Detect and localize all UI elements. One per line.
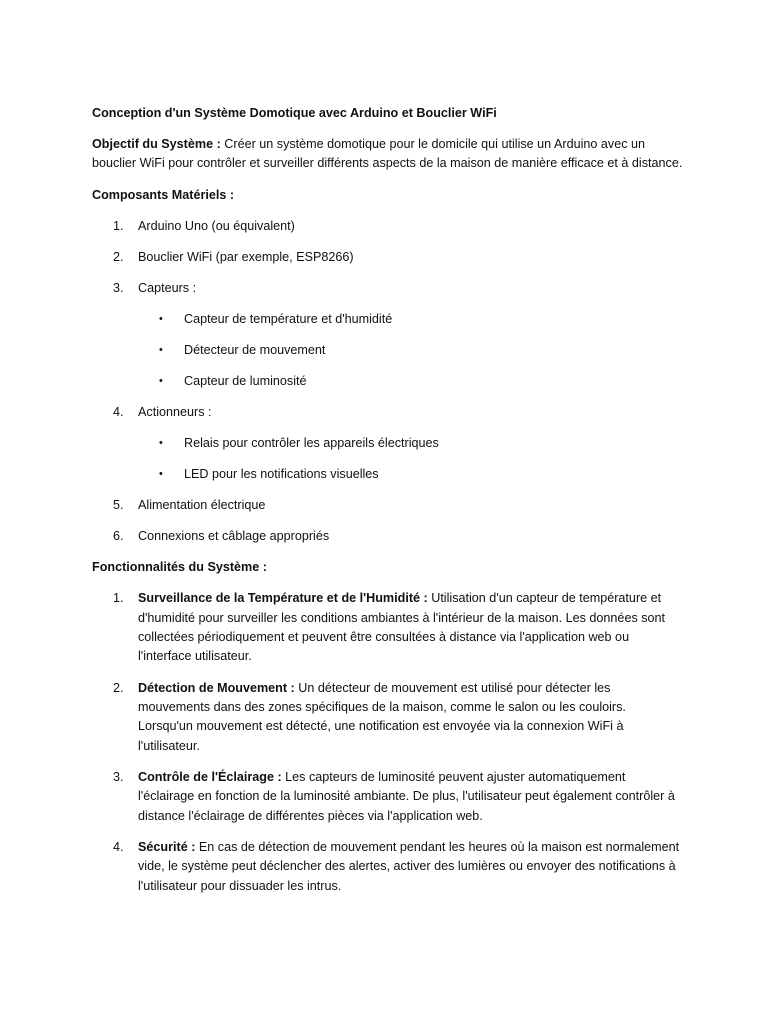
list-number: 5. bbox=[113, 497, 124, 512]
feature-text: Un détecteur de mouvement est utilisé pour détecter les mouvements dans des zones spécifiques de la maison, comme le salon ou les couloirs. Lorsqu'un mouvement est détecté, une notification est envoyée via la connexion WiFi à l'utilisateur. bbox=[138, 680, 626, 753]
features-list bbox=[92, 589, 684, 896]
list-item-text: Capteurs : bbox=[138, 280, 197, 295]
sublist-item bbox=[138, 434, 684, 453]
list-number: 1. bbox=[113, 218, 124, 233]
feature-item bbox=[92, 838, 684, 896]
bullet-icon: • bbox=[159, 374, 163, 387]
list-item bbox=[92, 527, 684, 546]
list-number: 2. bbox=[113, 249, 124, 264]
document-body bbox=[92, 104, 684, 896]
objective-label: Objectif du Système : bbox=[92, 137, 221, 151]
feature-item bbox=[92, 679, 684, 757]
list-item-text: Arduino Uno (ou équivalent) bbox=[138, 218, 295, 233]
feature-label: Surveillance de la Température et de l'Humidité : bbox=[138, 591, 428, 606]
list-number: 4. bbox=[113, 404, 124, 419]
list-number: 3. bbox=[113, 280, 124, 295]
sublist-item-text: Relais pour contrôler les appareils électriques bbox=[184, 435, 439, 450]
objective-text: Créer un système domotique pour le domicile qui utilise un Arduino avec un bouclier WiFi pour contrôler et surveiller différents aspects de la maison de manière efficace et à distance. bbox=[92, 137, 683, 171]
bullet-icon: • bbox=[159, 343, 163, 356]
list-item bbox=[92, 403, 684, 484]
feature-text: Utilisation d'un capteur de température et d'humidité pour surveiller les conditions ambiantes à l'intérieur de la maison. Les données sont collectées périodiquement et peuvent être consultées à distance via l'application web ou l'interface utilisateur. bbox=[138, 591, 666, 664]
sublist-item-text: Capteur de luminosité bbox=[184, 373, 307, 388]
feature-label: Contrôle de l'Éclairage : bbox=[138, 770, 282, 785]
list-item-text: Connexions et câblage appropriés bbox=[138, 528, 330, 543]
document-title: Conception d'un Système Domotique avec Arduino et Bouclier WiFi bbox=[92, 106, 497, 120]
list-item bbox=[92, 279, 684, 391]
list-number: 2. bbox=[113, 680, 124, 695]
feature-text: En cas de détection de mouvement pendant les heures où la maison est normalement vide, le système peut déclencher des alertes, activer des lumières ou envoyer des notifications à l'utilisateur pour dissuader les intrus. bbox=[138, 840, 680, 893]
actuators-sublist bbox=[138, 434, 684, 484]
sensors-sublist bbox=[138, 310, 684, 391]
list-number: 1. bbox=[113, 591, 124, 606]
feature-item bbox=[92, 589, 684, 667]
list-number: 4. bbox=[113, 840, 124, 855]
sublist-item bbox=[138, 372, 684, 391]
features-heading: Fonctionnalités du Système : bbox=[92, 560, 267, 575]
components-heading: Composants Matériels : bbox=[92, 187, 235, 202]
list-item-text: Actionneurs : bbox=[138, 404, 212, 419]
list-item bbox=[92, 248, 684, 267]
list-item bbox=[92, 217, 684, 236]
sublist-item-text: LED pour les notifications visuelles bbox=[184, 466, 379, 481]
bullet-icon: • bbox=[159, 312, 163, 325]
feature-label: Détection de Mouvement : bbox=[138, 680, 295, 695]
list-item bbox=[92, 496, 684, 515]
list-number: 3. bbox=[113, 770, 124, 785]
feature-text: Les capteurs de luminosité peuvent ajuster automatiquement l'éclairage en fonction de la luminosité ambiante. De plus, l'utilisateur peut également contrôler à distance l'éclairage de différentes pièces via l'application web. bbox=[138, 770, 675, 823]
bullet-icon: • bbox=[159, 467, 163, 480]
list-item-text: Alimentation électrique bbox=[138, 497, 266, 512]
list-item-text: Bouclier WiFi (par exemple, ESP8266) bbox=[138, 249, 354, 264]
list-number: 6. bbox=[113, 528, 124, 543]
feature-item bbox=[92, 768, 684, 826]
bullet-icon: • bbox=[159, 436, 163, 449]
components-list bbox=[92, 217, 684, 546]
feature-label: Sécurité : bbox=[138, 840, 196, 855]
sublist-item-text: Capteur de température et d'humidité bbox=[184, 311, 393, 326]
sublist-item bbox=[138, 341, 684, 360]
objective-paragraph bbox=[92, 135, 684, 174]
sublist-item-text: Détecteur de mouvement bbox=[184, 342, 326, 357]
sublist-item bbox=[138, 465, 684, 484]
sublist-item bbox=[138, 310, 684, 329]
